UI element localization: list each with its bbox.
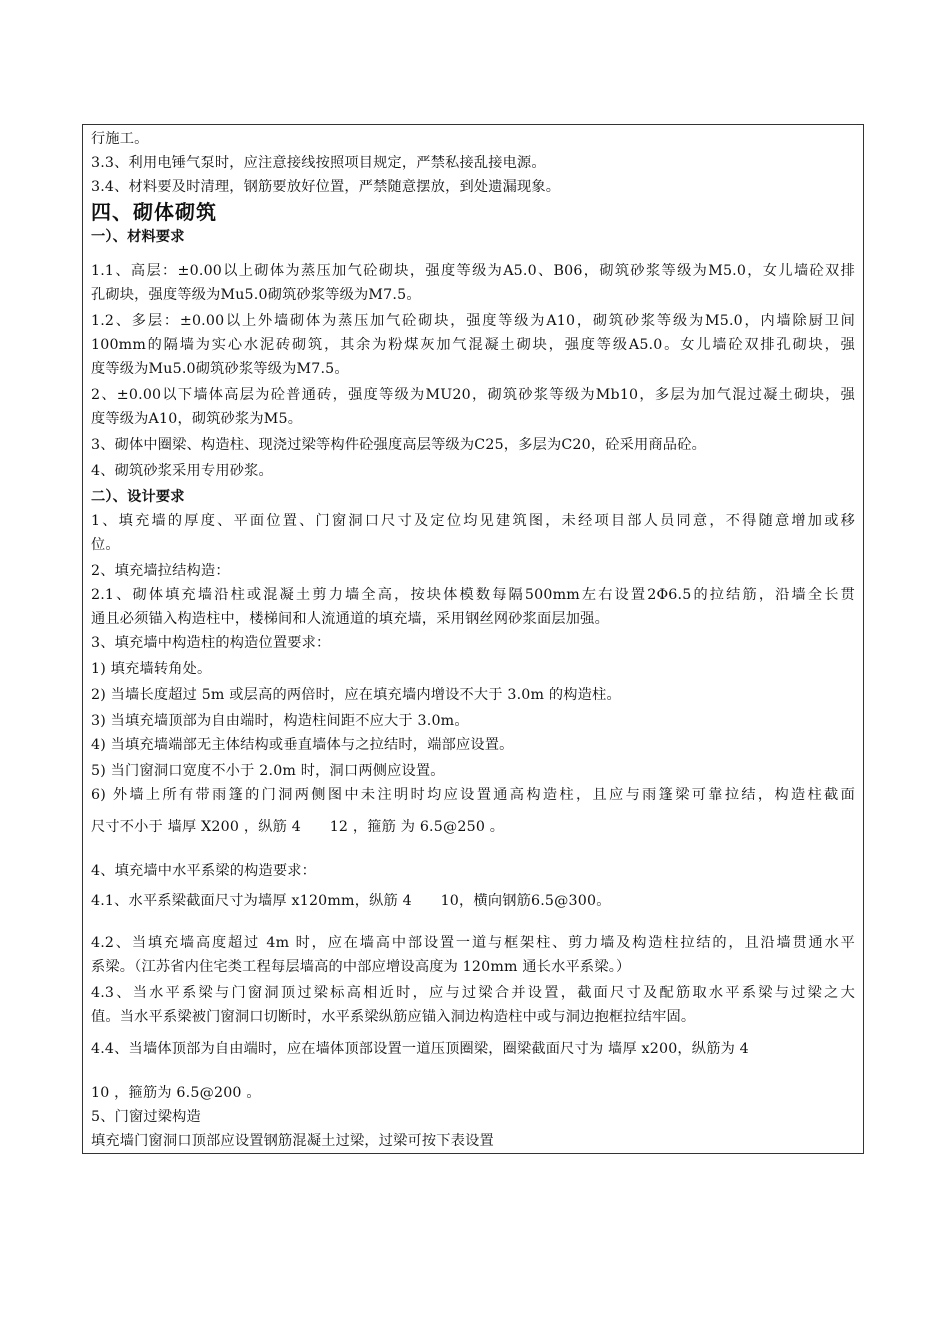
text-line: 孔砌块，强度等级为Mu5.0砌筑砂浆等级为M7.5。 (91, 287, 421, 303)
text-line: 3) 当填充墙顶部为自由端时，构造柱间距不应大于 3.0m。 (91, 713, 469, 729)
text-line: 4.3、当水平系梁与门窗洞顶过梁标高相近时，应与过梁合并设置，截面尺寸及配筋取水平系梁与过梁之大 (91, 985, 855, 1001)
text-line: 10 ，箍筋为 6.5@200 。 (91, 1085, 261, 1101)
text-line: 2、±0.00以下墙体高层为砼普通砖，强度等级为MU20，砌筑砂浆等级为Mb10，多层为加气混过凝土砌块，强 (91, 387, 855, 403)
text-line: 3、填充墙中构造柱的构造位置要求： (91, 635, 331, 651)
document-frame (82, 124, 864, 1154)
text-line: 6) 外墙上所有带雨篷的门洞两侧图中未注明时均应设置通高构造柱，且应与雨篷梁可靠拉结，构造柱截面 (91, 787, 855, 803)
text-line: 度等级为A10，砌筑砂浆为M5。 (91, 411, 303, 427)
text-line: 100mm的隔墙为实心水泥砖砌筑，其余为粉煤灰加气混凝土砌块，强度等级A5.0。女儿墙砼双排孔砌块，强 (91, 337, 855, 353)
text-line: 4、砌筑砂浆采用专用砂浆。 (91, 463, 273, 479)
subsection-heading: 二）、设计要求 (91, 489, 185, 505)
text-line: 系梁。（江苏省内住宅类工程每层墙高的中部应增设高度为 120mm 通长水平系梁。） (91, 959, 631, 975)
text-line: 4) 当填充墙端部无主体结构或垂直墙体与之拉结时，端部应设置。 (91, 737, 514, 753)
text-line: 5) 当门窗洞口宽度不小于 2.0m 时，洞口两侧应设置。 (91, 763, 445, 779)
text-line: 4、填充墙中水平系梁的构造要求： (91, 863, 317, 879)
text-line: 3.3、利用电锤气泵时，应注意接线按照项目规定，严禁私接乱接电源。 (91, 155, 546, 171)
text-line: 填充墙门窗洞口顶部应设置钢筋混凝土过梁，过梁可按下表设置 (91, 1133, 494, 1149)
text-line: 值。当水平系梁被门窗洞口切断时，水平系梁纵筋应锚入洞边构造柱中或与洞边抱框拉结牢固。 (91, 1009, 696, 1025)
text-line: 3.4、材料要及时清理，钢筋要放好位置，严禁随意摆放，到处遗漏现象。 (91, 179, 561, 195)
text-line: 4.4、当墙体顶部为自由端时，应在墙体顶部设置一道压顶圈梁，圈梁截面尺寸为 墙厚 x200，纵筋为 4 (91, 1041, 749, 1057)
text-line: 1.2、多层：±0.00以上外墙砌体为蒸压加气砼砌块，强度等级为A10，砌筑砂浆等级为M5.0，内墙除厨卫间 (91, 313, 855, 329)
text-line: 4.1、水平系梁截面尺寸为墙厚 x120mm，纵筋 4 10，横向钢筋6.5@300。 (91, 893, 611, 909)
text-line: 位。 (91, 537, 120, 553)
text-line: 1) 填充墙转角处。 (91, 661, 212, 677)
text-line: 5、门窗过梁构造 (91, 1109, 201, 1125)
text-line: 3、砌体中圈梁、构造柱、现浇过梁等构件砼强度高层等级为C25，多层为C20，砼采用商品砼。 (91, 437, 706, 453)
text-line: 2.1、砌体填充墙沿柱或混凝土剪力墙全高，按块体模数每隔500mm左右设置2Φ6.5的拉结筋，沿墙全长贯 (91, 587, 855, 603)
text-line: 行施工。 (91, 131, 149, 147)
text-line: 4.2、当填充墙高度超过 4m 时，应在墙高中部设置一道与框架柱、剪力墙及构造柱拉结的，且沿墙贯通水平 (91, 935, 855, 951)
text-line: 1.1、高层：±0.00以上砌体为蒸压加气砼砌块，强度等级为A5.0、B06，砌筑砂浆等级为M5.0，女儿墙砼双排 (91, 263, 855, 279)
text-line: 2、填充墙拉结构造： (91, 563, 230, 579)
text-line: 度等级为Mu5.0砌筑砂浆等级为M7.5。 (91, 361, 349, 377)
text-line: 通且必须锚入构造柱中，楼梯间和人流通道的填充墙，采用钢丝网砂浆面层加强。 (91, 611, 609, 627)
text-line: 2) 当墙长度超过 5m 或层高的两倍时，应在填充墙内增设不大于 3.0m 的构造柱。 (91, 687, 621, 703)
section-heading: 四、砌体砌筑 (91, 200, 217, 224)
text-line: 1、填充墙的厚度、平面位置、门窗洞口尺寸及定位均见建筑图，未经项目部人员同意，不得随意增加或移 (91, 513, 855, 529)
text-line: 尺寸不小于 墙厚 X200 ，纵筋 4 12 ，箍筋 为 6.5@250 。 (91, 819, 505, 835)
subsection-heading: 一）、材料要求 (91, 229, 185, 245)
